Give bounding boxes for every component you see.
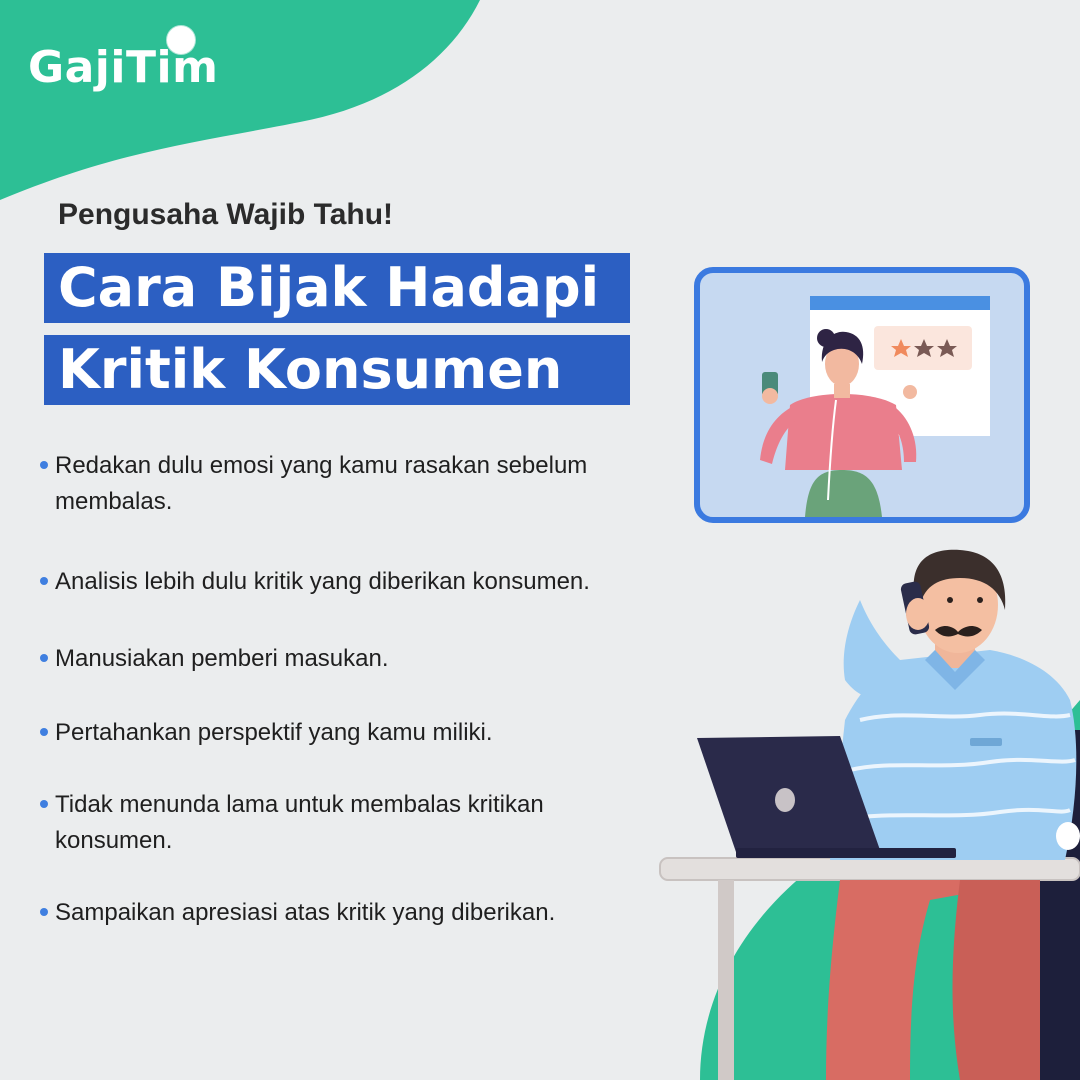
tip-item	[38, 448, 598, 520]
bullet-icon	[40, 800, 48, 808]
bullet-icon	[40, 908, 48, 916]
tip-item	[38, 895, 698, 931]
top-left-green-blob	[0, 0, 480, 200]
tip-text: Manusiakan pemberi masukan.	[55, 645, 389, 672]
bullet-icon	[40, 654, 48, 662]
tip-item	[38, 641, 698, 677]
bullet-icon	[40, 577, 48, 585]
tip-text: Sampaikan apresiasi atas kritik yang diberikan.	[55, 899, 556, 926]
man-at-laptop-illustration	[660, 550, 1080, 1080]
bullet-icon	[40, 461, 48, 469]
tip-text: Tidak menunda lama untuk membalas kritikan konsumen.	[55, 791, 544, 854]
headline-line-1: Cara Bijak Hadapi	[44, 253, 630, 323]
review-card-illustration	[697, 270, 1027, 520]
tip-item	[38, 715, 698, 751]
brand-logo: GajiTim	[28, 42, 219, 93]
bullet-icon	[40, 728, 48, 736]
headline-line-2: Kritik Konsumen	[44, 335, 630, 405]
tip-text: Analisis lebih dulu kritik yang diberikan konsumen.	[55, 568, 590, 595]
tip-text: Redakan dulu emosi yang kamu rasakan sebelum membalas.	[55, 452, 588, 515]
tip-item	[38, 564, 698, 600]
tip-item	[38, 787, 578, 859]
page-eyebrow: Pengusaha Wajib Tahu!	[58, 198, 394, 231]
tip-text: Pertahankan perspektif yang kamu miliki.	[55, 719, 493, 746]
